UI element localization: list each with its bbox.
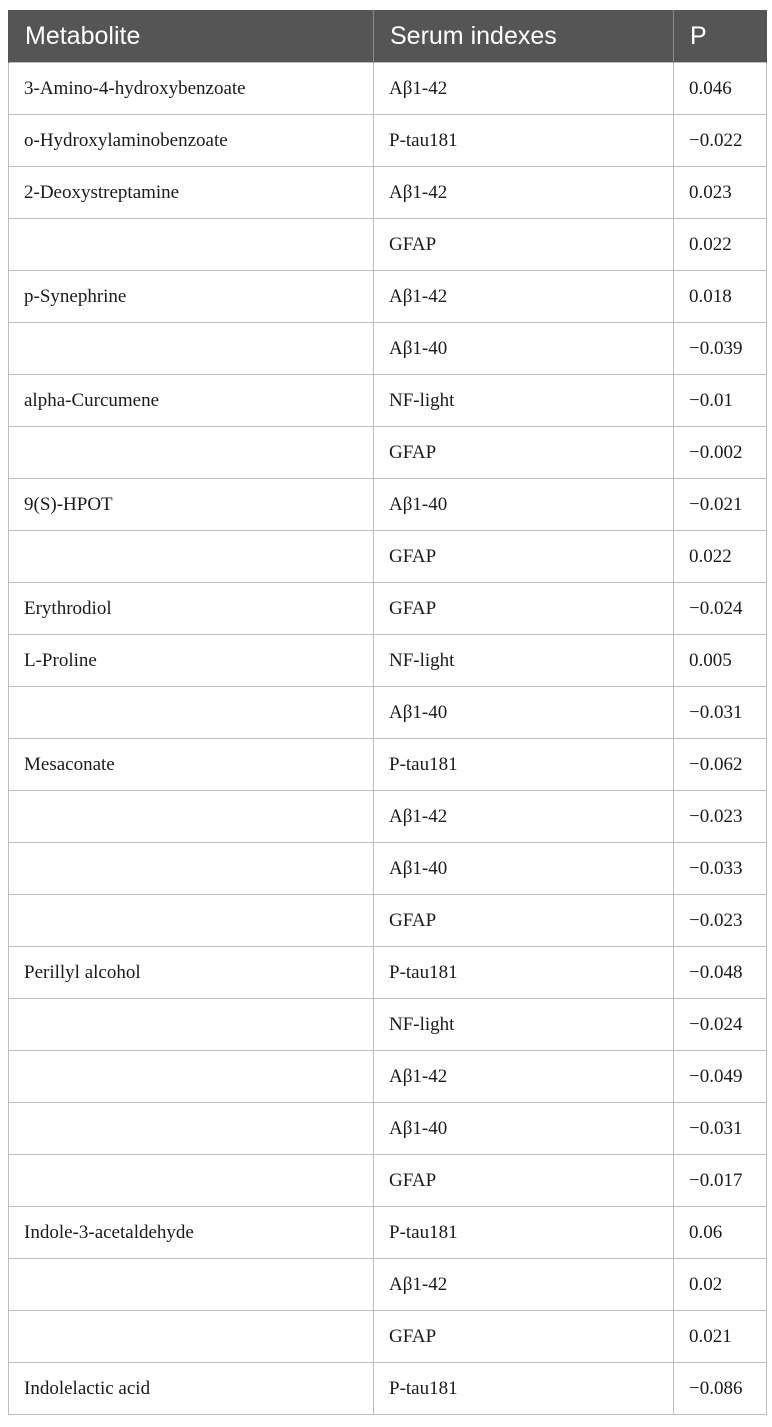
- table-header: [9, 10, 767, 63]
- p-value-cell: −0.017: [674, 1155, 767, 1207]
- p-value-cell: −0.023: [674, 895, 767, 947]
- metabolite-cell: [9, 1155, 374, 1207]
- header-p: P: [674, 10, 767, 63]
- p-value-cell: −0.01: [674, 375, 767, 427]
- metabolite-cell: p-Synephrine: [9, 271, 374, 323]
- metabolite-cell: [9, 791, 374, 843]
- table-row: [9, 687, 767, 739]
- p-value-cell: −0.039: [674, 323, 767, 375]
- p-value-cell: −0.023: [674, 791, 767, 843]
- serum-index-cell: GFAP: [374, 531, 674, 583]
- serum-index-cell: NF-light: [374, 635, 674, 687]
- serum-index-cell: GFAP: [374, 427, 674, 479]
- serum-index-cell: Aβ1-40: [374, 1103, 674, 1155]
- metabolite-cell: [9, 687, 374, 739]
- table-row: [9, 1155, 767, 1207]
- serum-index-cell: P-tau181: [374, 1363, 674, 1415]
- metabolite-cell: [9, 323, 374, 375]
- p-value-cell: −0.033: [674, 843, 767, 895]
- table-row: [9, 1207, 767, 1259]
- serum-index-cell: P-tau181: [374, 739, 674, 791]
- serum-index-cell: GFAP: [374, 583, 674, 635]
- p-value-cell: −0.048: [674, 947, 767, 999]
- correlation-table: [8, 10, 767, 1415]
- serum-index-cell: Aβ1-42: [374, 791, 674, 843]
- metabolite-cell: [9, 895, 374, 947]
- p-value-cell: −0.031: [674, 1103, 767, 1155]
- metabolite-cell: [9, 999, 374, 1051]
- serum-index-cell: GFAP: [374, 1311, 674, 1363]
- p-value-cell: −0.024: [674, 999, 767, 1051]
- serum-index-cell: P-tau181: [374, 115, 674, 167]
- p-value-cell: 0.021: [674, 1311, 767, 1363]
- metabolite-cell: Indolelactic acid: [9, 1363, 374, 1415]
- table-row: [9, 791, 767, 843]
- metabolite-cell: L-Proline: [9, 635, 374, 687]
- serum-index-cell: Aβ1-42: [374, 1051, 674, 1103]
- metabolite-cell: Indole-3-acetaldehyde: [9, 1207, 374, 1259]
- metabolite-cell: o-Hydroxylaminobenzoate: [9, 115, 374, 167]
- table-row: [9, 1103, 767, 1155]
- table-row: [9, 271, 767, 323]
- metabolite-cell: 2-Deoxystreptamine: [9, 167, 374, 219]
- header-row: [9, 10, 767, 63]
- serum-index-cell: Aβ1-40: [374, 479, 674, 531]
- table-row: [9, 1363, 767, 1415]
- metabolite-cell: Mesaconate: [9, 739, 374, 791]
- p-value-cell: 0.06: [674, 1207, 767, 1259]
- serum-index-cell: Aβ1-40: [374, 687, 674, 739]
- table-row: [9, 531, 767, 583]
- table-row: [9, 323, 767, 375]
- table-row: [9, 635, 767, 687]
- p-value-cell: 0.022: [674, 219, 767, 271]
- metabolite-cell: [9, 843, 374, 895]
- table-row: [9, 739, 767, 791]
- p-value-cell: 0.022: [674, 531, 767, 583]
- table-row: [9, 63, 767, 115]
- p-value-cell: −0.031: [674, 687, 767, 739]
- metabolite-cell: [9, 1103, 374, 1155]
- table-row: [9, 895, 767, 947]
- serum-index-cell: GFAP: [374, 895, 674, 947]
- table-row: [9, 219, 767, 271]
- table-row: [9, 1051, 767, 1103]
- serum-index-cell: Aβ1-42: [374, 167, 674, 219]
- serum-index-cell: Aβ1-42: [374, 1259, 674, 1311]
- serum-index-cell: Aβ1-40: [374, 843, 674, 895]
- header-serum-indexes: Serum indexes: [374, 10, 674, 63]
- metabolite-cell: 3-Amino-4-hydroxybenzoate: [9, 63, 374, 115]
- serum-index-cell: Aβ1-42: [374, 271, 674, 323]
- serum-index-cell: GFAP: [374, 219, 674, 271]
- serum-index-cell: NF-light: [374, 375, 674, 427]
- table-row: [9, 843, 767, 895]
- metabolite-cell: alpha-Curcumene: [9, 375, 374, 427]
- metabolite-cell: [9, 1051, 374, 1103]
- table-row: [9, 375, 767, 427]
- serum-index-cell: P-tau181: [374, 1207, 674, 1259]
- table-row: [9, 167, 767, 219]
- serum-index-cell: Aβ1-42: [374, 63, 674, 115]
- metabolite-cell: [9, 531, 374, 583]
- p-value-cell: −0.022: [674, 115, 767, 167]
- table-row: [9, 999, 767, 1051]
- serum-index-cell: NF-light: [374, 999, 674, 1051]
- table-body: [9, 63, 767, 1415]
- table-row: [9, 479, 767, 531]
- p-value-cell: 0.046: [674, 63, 767, 115]
- serum-index-cell: GFAP: [374, 1155, 674, 1207]
- p-value-cell: −0.024: [674, 583, 767, 635]
- metabolite-cell: [9, 427, 374, 479]
- p-value-cell: 0.023: [674, 167, 767, 219]
- metabolite-cell: [9, 1259, 374, 1311]
- metabolite-cell: Perillyl alcohol: [9, 947, 374, 999]
- header-metabolite: Metabolite: [9, 10, 374, 63]
- metabolite-cell: 9(S)-HPOT: [9, 479, 374, 531]
- metabolite-cell: [9, 219, 374, 271]
- p-value-cell: 0.02: [674, 1259, 767, 1311]
- metabolite-cell: [9, 1311, 374, 1363]
- p-value-cell: −0.021: [674, 479, 767, 531]
- p-value-cell: 0.018: [674, 271, 767, 323]
- table-row: [9, 947, 767, 999]
- table-row: [9, 1259, 767, 1311]
- table-row: [9, 583, 767, 635]
- table-row: [9, 115, 767, 167]
- p-value-cell: −0.002: [674, 427, 767, 479]
- p-value-cell: −0.062: [674, 739, 767, 791]
- serum-index-cell: Aβ1-40: [374, 323, 674, 375]
- p-value-cell: 0.005: [674, 635, 767, 687]
- serum-index-cell: P-tau181: [374, 947, 674, 999]
- table-row: [9, 1311, 767, 1363]
- p-value-cell: −0.086: [674, 1363, 767, 1415]
- p-value-cell: −0.049: [674, 1051, 767, 1103]
- metabolite-cell: Erythrodiol: [9, 583, 374, 635]
- table-row: [9, 427, 767, 479]
